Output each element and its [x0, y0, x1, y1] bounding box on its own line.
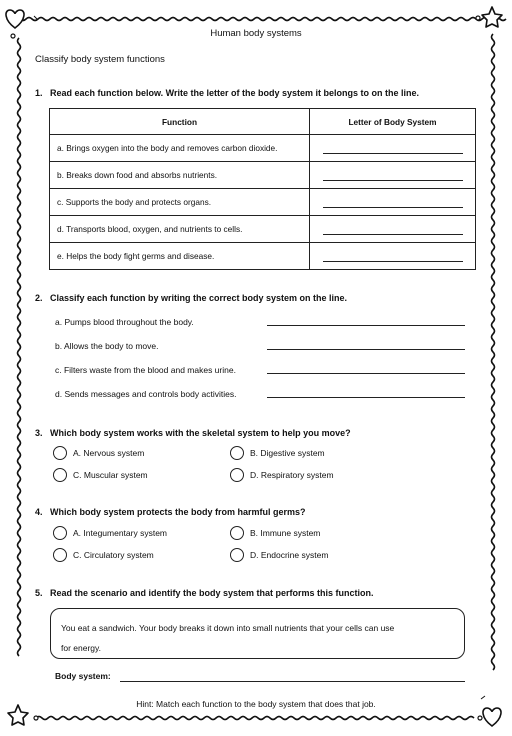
- question-1: [35, 88, 419, 98]
- column-header-letter: Letter of Body System: [310, 109, 476, 135]
- star-icon: [482, 7, 502, 27]
- question-number: 3.: [35, 428, 43, 438]
- scenario-box: [50, 608, 465, 659]
- table-header-row: [50, 109, 476, 135]
- question-2: [35, 293, 347, 303]
- function-cell: e. Helps the body fight germs and disease.: [50, 243, 310, 270]
- functions-table: [49, 108, 476, 270]
- radio-button[interactable]: [53, 526, 67, 540]
- option-label: B. Immune system: [250, 528, 321, 538]
- answer-line[interactable]: [267, 373, 465, 374]
- answer-cell: [310, 189, 476, 216]
- option-b[interactable]: [230, 446, 325, 460]
- border-top: [14, 18, 506, 21]
- body-system-label: Body system:: [55, 671, 111, 681]
- border-right: [492, 34, 495, 670]
- option-label: C. Circulatory system: [73, 550, 154, 560]
- radio-button[interactable]: [230, 548, 244, 562]
- option-c[interactable]: [53, 468, 148, 482]
- option-label: A. Integumentary system: [73, 528, 168, 538]
- radio-button[interactable]: [230, 468, 244, 482]
- list-item: b. Allows the body to move.: [55, 341, 159, 351]
- hint-text: Hint: Match each function to the body system that does that job.: [136, 699, 376, 709]
- answer-blank[interactable]: [323, 223, 463, 235]
- function-cell: d. Transports blood, oxygen, and nutrients to cells.: [50, 216, 310, 243]
- radio-button[interactable]: [230, 446, 244, 460]
- answer-blank[interactable]: [323, 250, 463, 262]
- option-label: D. Endocrine system: [250, 550, 329, 560]
- question-text: Which body system works with the skeletal system to help you move?: [50, 428, 351, 438]
- list-item: c. Filters waste from the blood and makes urine.: [55, 365, 236, 375]
- function-cell: c. Supports the body and protects organs.: [50, 189, 310, 216]
- scenario-text-line: You eat a sandwich. Your body breaks it down into small nutrients that your cells can use: [61, 623, 395, 633]
- radio-button[interactable]: [53, 446, 67, 460]
- function-cell: b. Breaks down food and absorbs nutrients.: [50, 162, 310, 189]
- radio-button[interactable]: [230, 526, 244, 540]
- worksheet-subtitle: Classify body system functions: [35, 54, 165, 65]
- answer-cell: [310, 216, 476, 243]
- answer-blank[interactable]: [323, 196, 463, 208]
- list-item: d. Sends messages and controls body activities.: [55, 389, 237, 399]
- option-label: B. Digestive system: [250, 448, 325, 458]
- answer-line[interactable]: [267, 349, 465, 350]
- dot-icon: [34, 716, 38, 720]
- answer-blank[interactable]: [323, 169, 463, 181]
- option-label: A. Nervous system: [73, 448, 145, 458]
- question-number: 5.: [35, 588, 43, 598]
- list-item: a. Pumps blood throughout the body.: [55, 317, 194, 327]
- answer-cell: [310, 162, 476, 189]
- table-row: [50, 162, 476, 189]
- option-c[interactable]: [53, 548, 154, 562]
- column-header-function: Function: [50, 109, 310, 135]
- table-row: [50, 189, 476, 216]
- question-text: Read each function below. Write the letter of the body system it belongs to on the line.: [50, 88, 420, 98]
- answer-cell: [310, 135, 476, 162]
- option-b[interactable]: [230, 526, 320, 540]
- question-3: [35, 428, 351, 438]
- answer-line[interactable]: [267, 397, 465, 398]
- heart-icon: [6, 10, 24, 28]
- table-row: [50, 135, 476, 162]
- question-5: [35, 588, 374, 598]
- body-system-answer-line[interactable]: [120, 681, 465, 682]
- table-row: [50, 243, 476, 270]
- scenario-text-line: for energy.: [61, 643, 102, 653]
- option-label: C. Muscular system: [73, 470, 148, 480]
- border-left: [18, 38, 21, 656]
- question-text: Read the scenario and identify the body system that performs this function.: [50, 588, 374, 598]
- option-label: D. Respiratory system: [250, 470, 334, 480]
- question-number: 2.: [35, 293, 43, 303]
- function-cell: a. Brings oxygen into the body and removes carbon dioxide.: [50, 135, 310, 162]
- worksheet-title: Human body systems: [210, 28, 302, 39]
- answer-line[interactable]: [267, 325, 465, 326]
- radio-button[interactable]: [53, 468, 67, 482]
- question-number: 1.: [35, 88, 43, 98]
- dot-icon: [478, 716, 482, 720]
- question-text: Classify each function by writing the correct body system on the line.: [50, 293, 348, 303]
- heart-icon: [483, 708, 501, 726]
- question-4: [35, 507, 306, 517]
- option-d[interactable]: [230, 548, 328, 562]
- border-bottom: [36, 717, 474, 720]
- radio-button[interactable]: [53, 548, 67, 562]
- option-d[interactable]: [230, 468, 334, 482]
- question-text: Which body system protects the body from harmful germs?: [50, 507, 306, 517]
- table-row: [50, 216, 476, 243]
- option-a[interactable]: [53, 526, 167, 540]
- option-a[interactable]: [53, 446, 144, 460]
- answer-cell: [310, 243, 476, 270]
- dot-icon: [476, 16, 480, 20]
- question-number: 4.: [35, 507, 43, 517]
- answer-blank[interactable]: [323, 142, 463, 154]
